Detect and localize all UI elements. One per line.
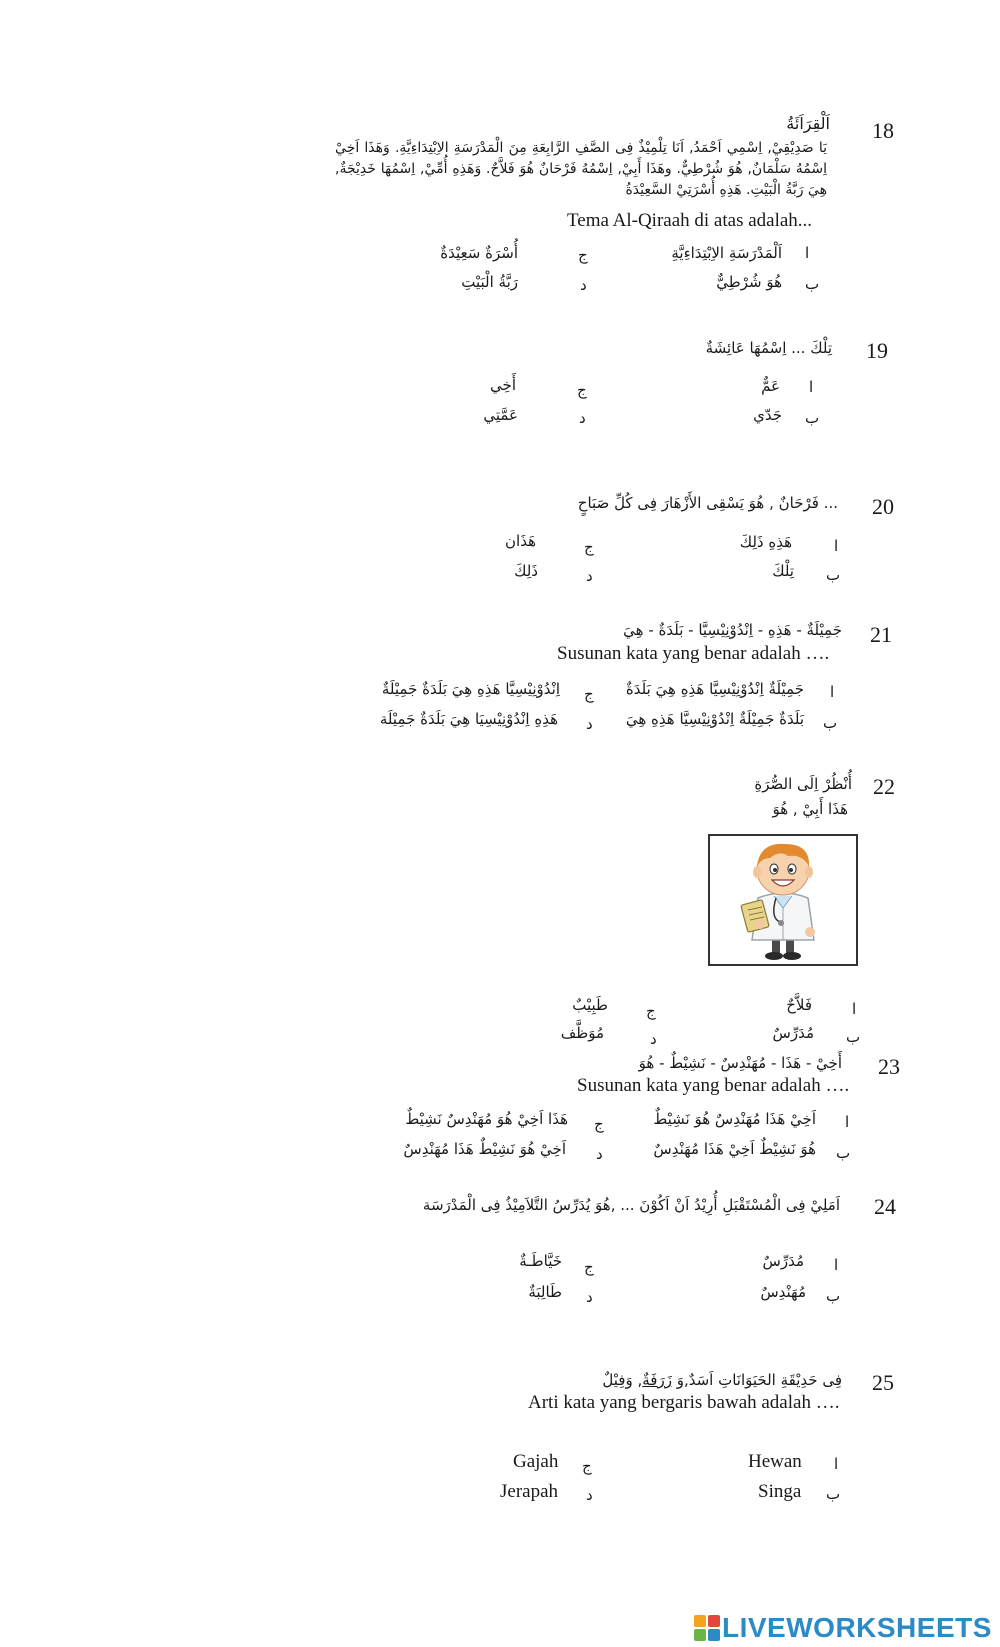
stem-before: فِى حَدِيْقَةِ الحَيَوَانَاتِ اَسَدٌ,وَ xyxy=(671,1371,842,1389)
option-c[interactable]: Gajah xyxy=(513,1451,559,1472)
option-b[interactable]: هُوَ نَشِيْطٌ اَخِيْ هَذَا مُهَنْدِسٌ xyxy=(653,1140,816,1158)
question-stem: تِلْكَ ... اِسْمُهَا عَائِشَةٌ xyxy=(705,339,832,357)
question-number: 24 xyxy=(874,1194,896,1219)
option-a[interactable]: مُدَرِّسٌ xyxy=(762,1252,804,1270)
option-c[interactable]: اِنْدُوْنِيْسِيَّا هَذِهِ هِيَ بَلَدَةٌ جَمِيْلَةٌ xyxy=(381,680,560,698)
option-label-d: د xyxy=(586,567,593,585)
option-label-c: ج xyxy=(584,685,594,703)
question-stem-line2: هَذَا أَبِيْ , هُوَ xyxy=(772,800,848,818)
option-label-c: ج xyxy=(582,1457,592,1475)
option-a[interactable]: جَمِيْلَةٌ اِنْدُوْنِيْسِيَّا هَذِهِ هِيَ بَلَدَةٌ xyxy=(625,680,804,698)
option-d[interactable]: عَمَّتِي xyxy=(483,406,518,424)
option-label-c: ج xyxy=(646,1002,656,1020)
option-label-b: ب xyxy=(846,1028,861,1046)
option-label-c: ج xyxy=(594,1115,604,1133)
option-c[interactable]: هَذَان xyxy=(505,532,536,550)
question-prompt: Susunan kata yang benar adalah …. xyxy=(577,1075,850,1096)
question-number: 25 xyxy=(872,1370,894,1395)
option-d[interactable]: Jerapah xyxy=(500,1481,559,1502)
option-label-d: د xyxy=(579,409,586,427)
option-c[interactable]: هَذَا اَخِيْ هُوَ مُهَنْدِسٌ نَشِيْطٌ xyxy=(405,1110,568,1128)
reading-passage: يَا صَدِيْقِيْ, اِسْمِي اَحْمَدُ, اَنَا تِلْمِيْذٌ فِى الصَّفِ الرَّابِعَةِ مِنَ الْمَدْرَسَةِ الاِبْتِدَاءِيَّةِ. وَهَذَا اَخِيْ اِسْمُهُ سَلْمَانٌ, هُوَ شُرْطِيٌّ. وهَذَا أَبِيْ, اِسْمُهُ فَرْحَانٌ هُوَ فَلاَّحٌ. وَهَذِهِ أُمِّيْ, اِسْمُهَا خَدِيْجَةٌ, هِيَ رَبَّةُ الْبَيْتِ. هَذِهِ أُسْرَتِيْ السَّعِيْدَةُ xyxy=(335,140,827,198)
logo-icon xyxy=(694,1615,720,1641)
option-b[interactable]: Singa xyxy=(758,1481,802,1502)
option-label-c: ج xyxy=(584,538,594,556)
option-label-a: ا xyxy=(834,1256,839,1274)
option-label-a: ا xyxy=(830,683,835,701)
question-number: 22 xyxy=(873,774,895,799)
option-d[interactable]: طَالِبَةٌ xyxy=(528,1283,562,1301)
question-stem: اَمَلِيْ فِى الْمُسْتَقْبَلِ أُرِيْدُ اَنْ اَكُوْنَ ... ,هُوَ يُدَرِّسُ التَّلاَمِيْذُ فِى الْمَدْرَسَة xyxy=(422,1196,840,1214)
question-number: 18 xyxy=(872,118,894,143)
underlined-word: زَرَفَةٌ xyxy=(642,1371,672,1389)
option-label-d: د xyxy=(586,715,593,733)
option-a[interactable]: عَمٌّ xyxy=(761,377,780,395)
option-a[interactable]: Hewan xyxy=(748,1451,802,1472)
option-label-b: ب xyxy=(836,1144,851,1162)
option-c[interactable]: أَخِي xyxy=(490,376,516,394)
option-d[interactable]: هَذِهِ اِنْدُوْنِيْسِيَا هِيَ بَلَدَةٌ جَمِيْلَة xyxy=(379,710,558,728)
option-b[interactable]: جَدّي xyxy=(753,406,782,424)
option-label-d: د xyxy=(596,1145,603,1163)
option-label-b: ب xyxy=(805,275,820,293)
doctor-picture xyxy=(708,834,858,966)
option-label-b: ب xyxy=(826,1287,841,1305)
option-b[interactable]: تِلْكَ xyxy=(772,562,794,580)
option-c[interactable]: أُسْرَةٌ سَعِيْدَةٌ xyxy=(440,244,518,262)
question-stem: أُنْظُرْ اِلَى الصُّرَةِ xyxy=(754,775,852,793)
option-label-a: ا xyxy=(845,1113,850,1131)
option-d[interactable]: رَبَّةُ الْبَيْتِ xyxy=(461,273,518,291)
liveworksheets-logo[interactable] xyxy=(694,1612,994,1644)
option-label-a: ا xyxy=(834,1455,839,1473)
option-c[interactable]: طَبِيْبٌ xyxy=(572,996,608,1014)
option-label-b: ب xyxy=(805,409,820,427)
reading-title: اَلْقِرَاَئَةُ xyxy=(786,114,830,133)
question-stem xyxy=(602,1371,842,1389)
option-b[interactable]: مُهَنْدِسٌ xyxy=(760,1283,806,1301)
option-a[interactable]: هَذِهِ ذَلِكَ xyxy=(739,533,792,551)
option-label-d: د xyxy=(650,1030,657,1048)
option-a[interactable]: اَلْمَدْرَسَةِ الاِبْتِدَاءِيَّةِ xyxy=(671,244,782,262)
option-label-b: ب xyxy=(823,714,838,732)
question-number: 23 xyxy=(878,1054,900,1079)
question-stem: أَخِيْ - هَذَا - مُهَنْدِسٌ - نَشِيْطٌ - هُوَ xyxy=(638,1054,842,1072)
option-label-c: ج xyxy=(577,381,587,399)
option-d[interactable]: مُوَظَّف xyxy=(560,1024,604,1042)
option-label-a: ا xyxy=(834,537,839,555)
option-c[interactable]: خَيَّاطَـةٌ xyxy=(519,1252,562,1270)
logo-text: LIVEWORKSHEETS xyxy=(722,1612,992,1643)
question-prompt: Arti kata yang bergaris bawah adalah …. xyxy=(528,1392,840,1413)
question-prompt: Susunan kata yang benar adalah …. xyxy=(557,643,830,664)
option-label-a: ا xyxy=(852,1000,857,1018)
option-label-d: د xyxy=(580,276,587,294)
option-a[interactable]: فَلاَّحٌ xyxy=(786,996,812,1014)
option-b[interactable]: بَلَدَةٌ جَمِيْلَةٌ اِنْدُوْنِيْسِيَّا هَذِهِ هِيَ xyxy=(625,710,804,728)
option-label-d: د xyxy=(586,1288,593,1306)
option-a[interactable]: اَخِيْ هَذَا مُهَنْدِسٌ هُوَ نَشِيْطٌ xyxy=(653,1110,816,1128)
option-label-c: ج xyxy=(584,1258,594,1276)
option-label-b: ب xyxy=(826,1485,841,1503)
doctor-illustration xyxy=(710,836,856,964)
option-d[interactable]: ذَلِكَ xyxy=(514,562,538,580)
option-label-d: د xyxy=(586,1486,593,1504)
question-stem: جَمِيْلَةٌ - هَذِهِ - اِنْدُوْنِيْسِيَّا - بَلَدَةٌ - هِيَ xyxy=(623,621,842,639)
option-label-c: ج xyxy=(578,246,588,264)
option-b[interactable]: مُدَرِّسٌ xyxy=(772,1024,814,1042)
question-number: 20 xyxy=(872,494,894,519)
question-number: 19 xyxy=(866,338,888,363)
option-b[interactable]: هُوَ شُرْطِيٌّ xyxy=(716,273,782,291)
option-d[interactable]: اَخِيْ هُوَ نَشِيْطٌ هَذَا مُهَنْدِسٌ xyxy=(403,1140,566,1158)
question-prompt: Tema Al-Qiraah di atas adalah... xyxy=(567,210,813,231)
option-label-a: ا xyxy=(809,378,814,396)
option-label-a: ا xyxy=(805,244,810,262)
option-label-b: ب xyxy=(826,566,841,584)
question-stem: ... فَرْحَانٌ , هُوَ يَسْقِى الأَزْهَارَ فِى كُلِّ صَبَاحٍ xyxy=(577,494,838,512)
question-number: 21 xyxy=(870,622,892,647)
stem-after: , وَفِيْلٌ xyxy=(602,1371,643,1389)
